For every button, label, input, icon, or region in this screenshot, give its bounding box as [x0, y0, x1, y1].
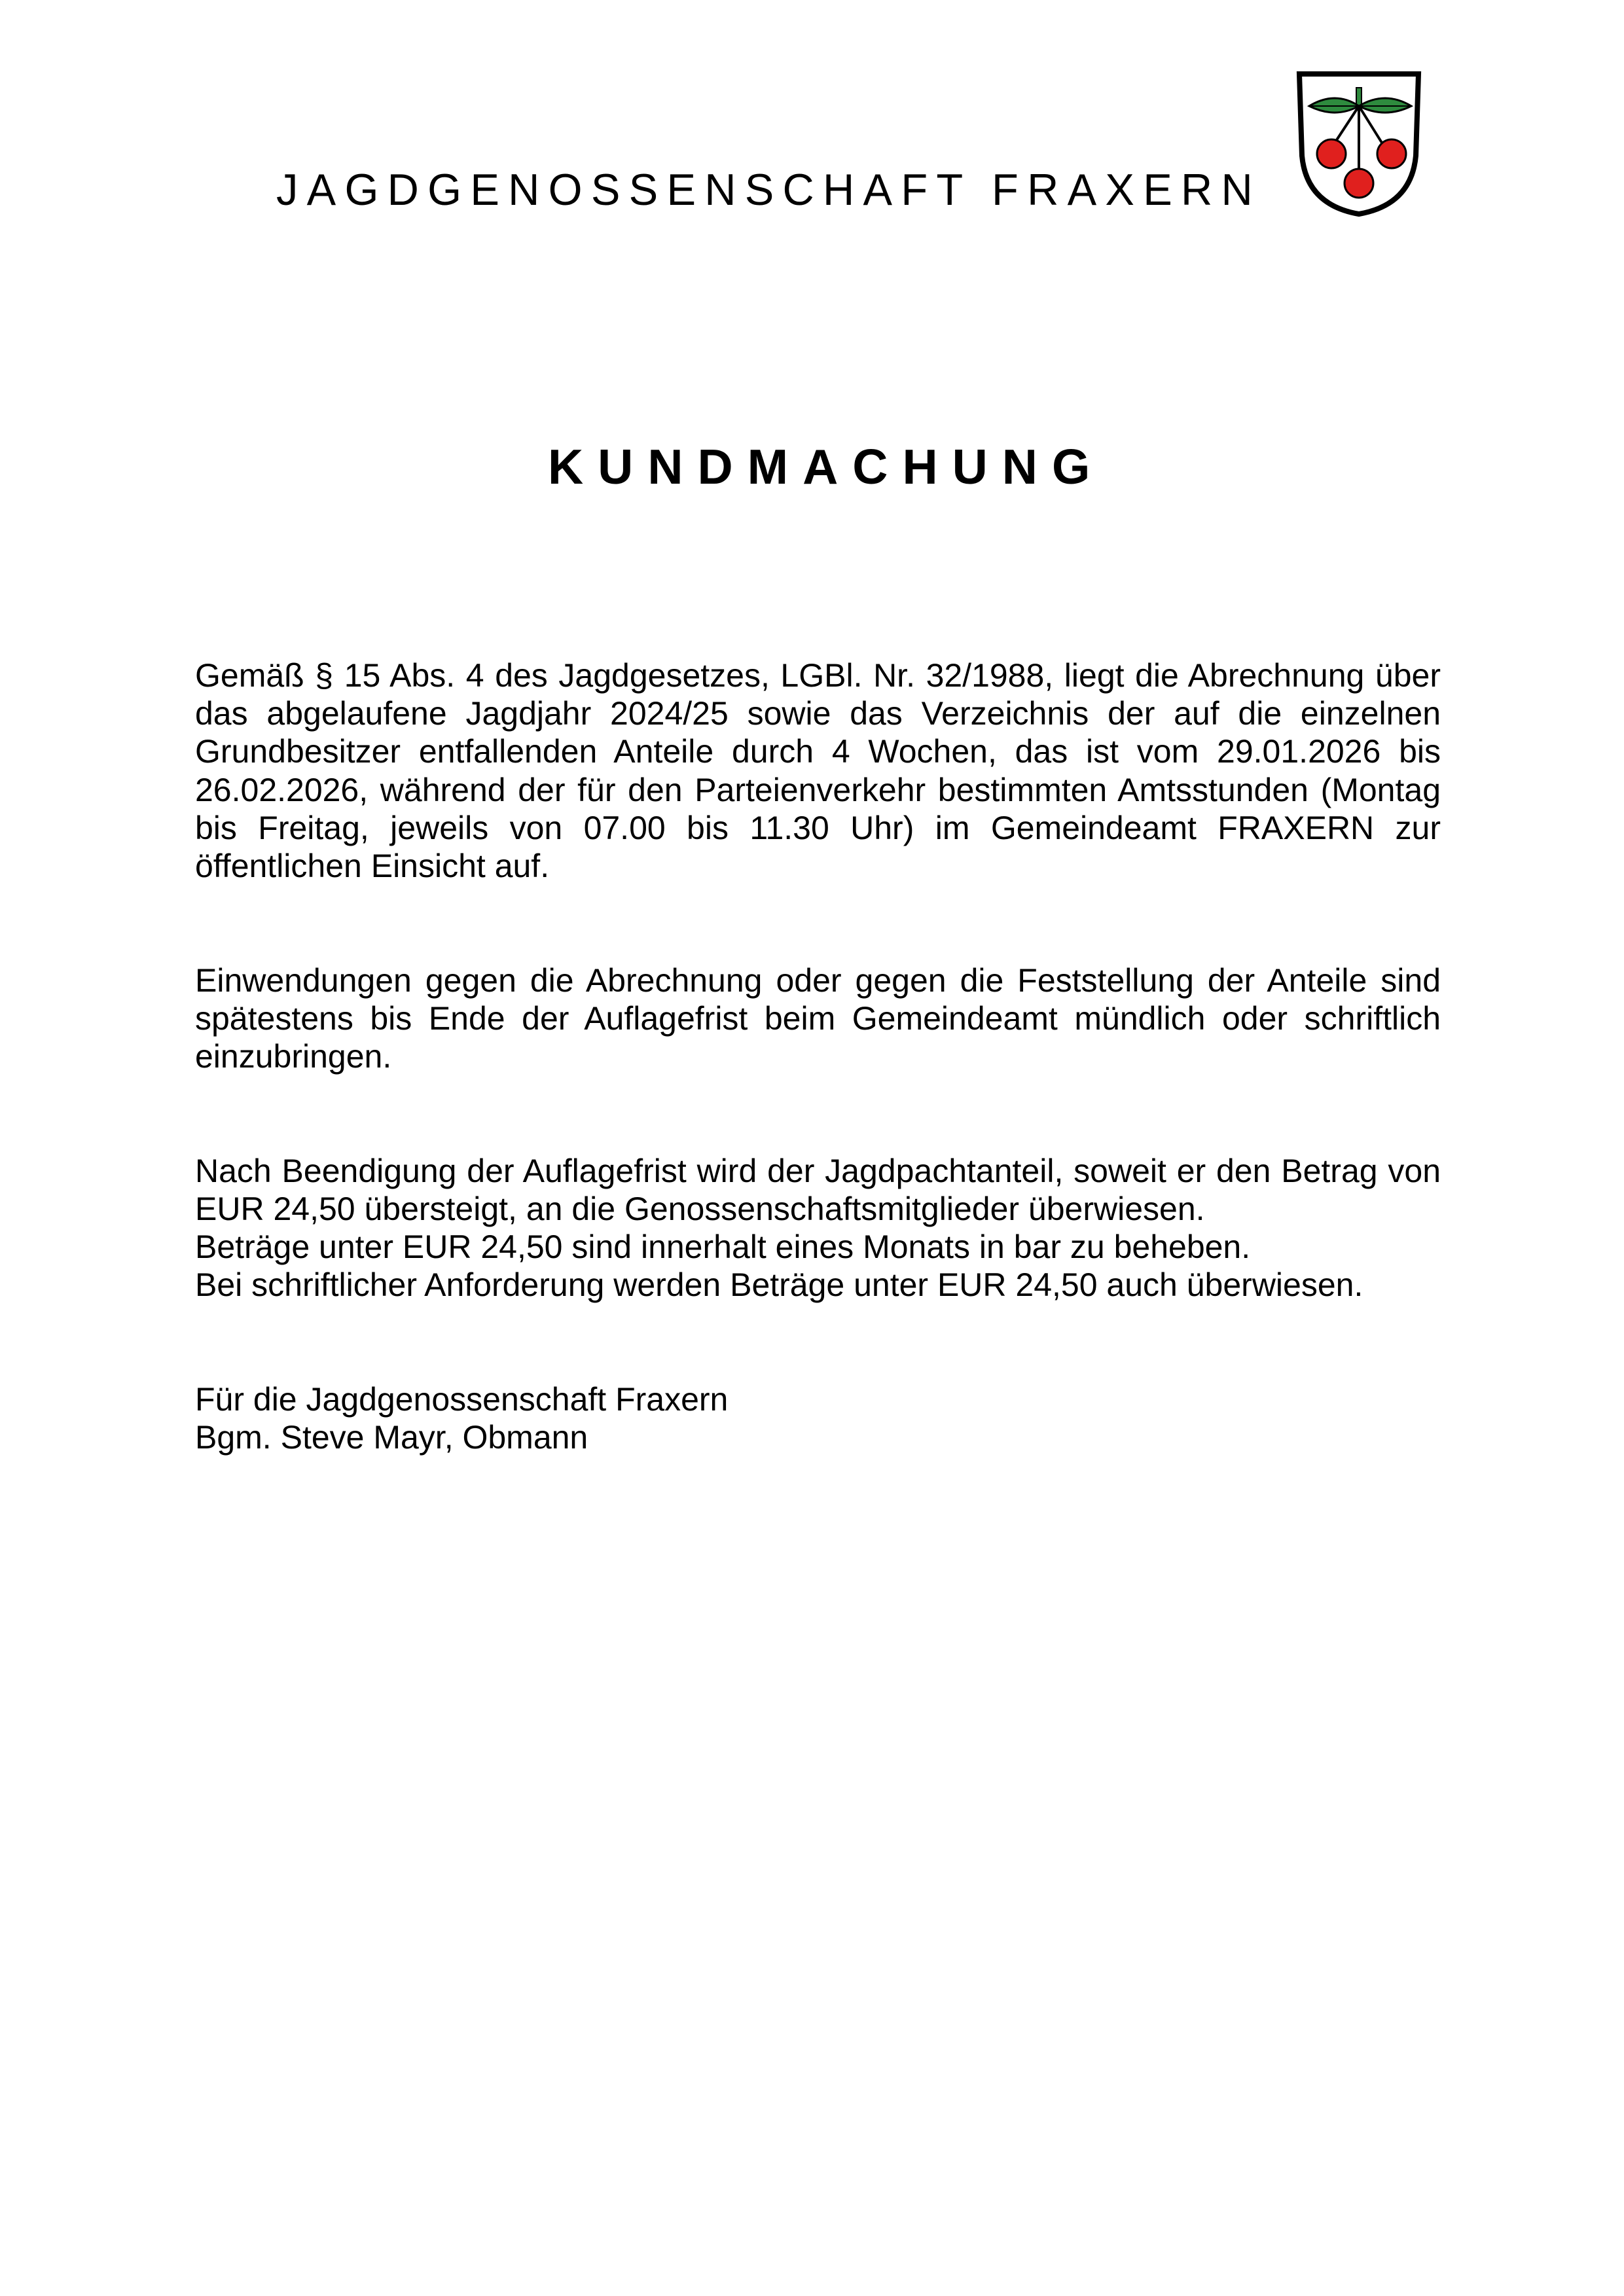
cherry-right	[1377, 139, 1406, 168]
cherry-bottom	[1344, 169, 1373, 198]
payout-line: Bei schriftlicher Anforderung werden Beträge unter EUR 24,50 auch überwiesen.	[195, 1266, 1363, 1304]
page-title: KUNDMACHUNG	[548, 439, 1105, 494]
paragraph-payout	[195, 1152, 1441, 1304]
notice-body	[195, 656, 1441, 1456]
paragraph-inspection: Gemäß § 15 Abs. 4 des Jagdgesetzes, LGBl. Nr. 32/1988, liegt die Abrechnung über das abgelaufene Jagdjahr 2024/25 sowie das Verzeichnis der auf die einzelnen Grundbesitzer entfallenden Anteile durch 4 Wochen, das ist vom 29.01.2026 bis 26.02.2026, während der für den Parteienverkehr bestimmten Amtsstunden (Montag bis Freitag, jeweils von 07.00 bis 11.30 Uhr) im Gemeindeamt FRAXERN zur öffentlichen Einsicht auf.	[195, 657, 1441, 885]
payout-line: Beträge unter EUR 24,50 sind innerhalt eines Monats in bar zu beheben.	[195, 1229, 1251, 1266]
paragraph-objections: Einwendungen gegen die Abrechnung oder gegen die Feststellung der Anteile sind spätestens bis Ende der Auflagefrist beim Gemeindeamt mündlich oder schriftlich einzubringen.	[195, 961, 1441, 1075]
coat-of-arms-icon	[1296, 71, 1422, 217]
cherry-left	[1317, 139, 1346, 168]
organization-name: JAGDGENOSSENSCHAFT FRAXERN	[276, 165, 1261, 215]
signature-name: Bgm. Steve Mayr, Obmann	[195, 1419, 588, 1456]
payout-line: Nach Beendigung der Auflagefrist wird der Jagdpachtanteil, soweit er den Betrag von EUR 24,50 übersteigt, an die Genossenschaftsmitglieder überwiesen.	[195, 1152, 1441, 1227]
signature-block	[195, 1380, 1441, 1456]
signature-org: Für die Jagdgenossenschaft Fraxern	[195, 1380, 729, 1418]
